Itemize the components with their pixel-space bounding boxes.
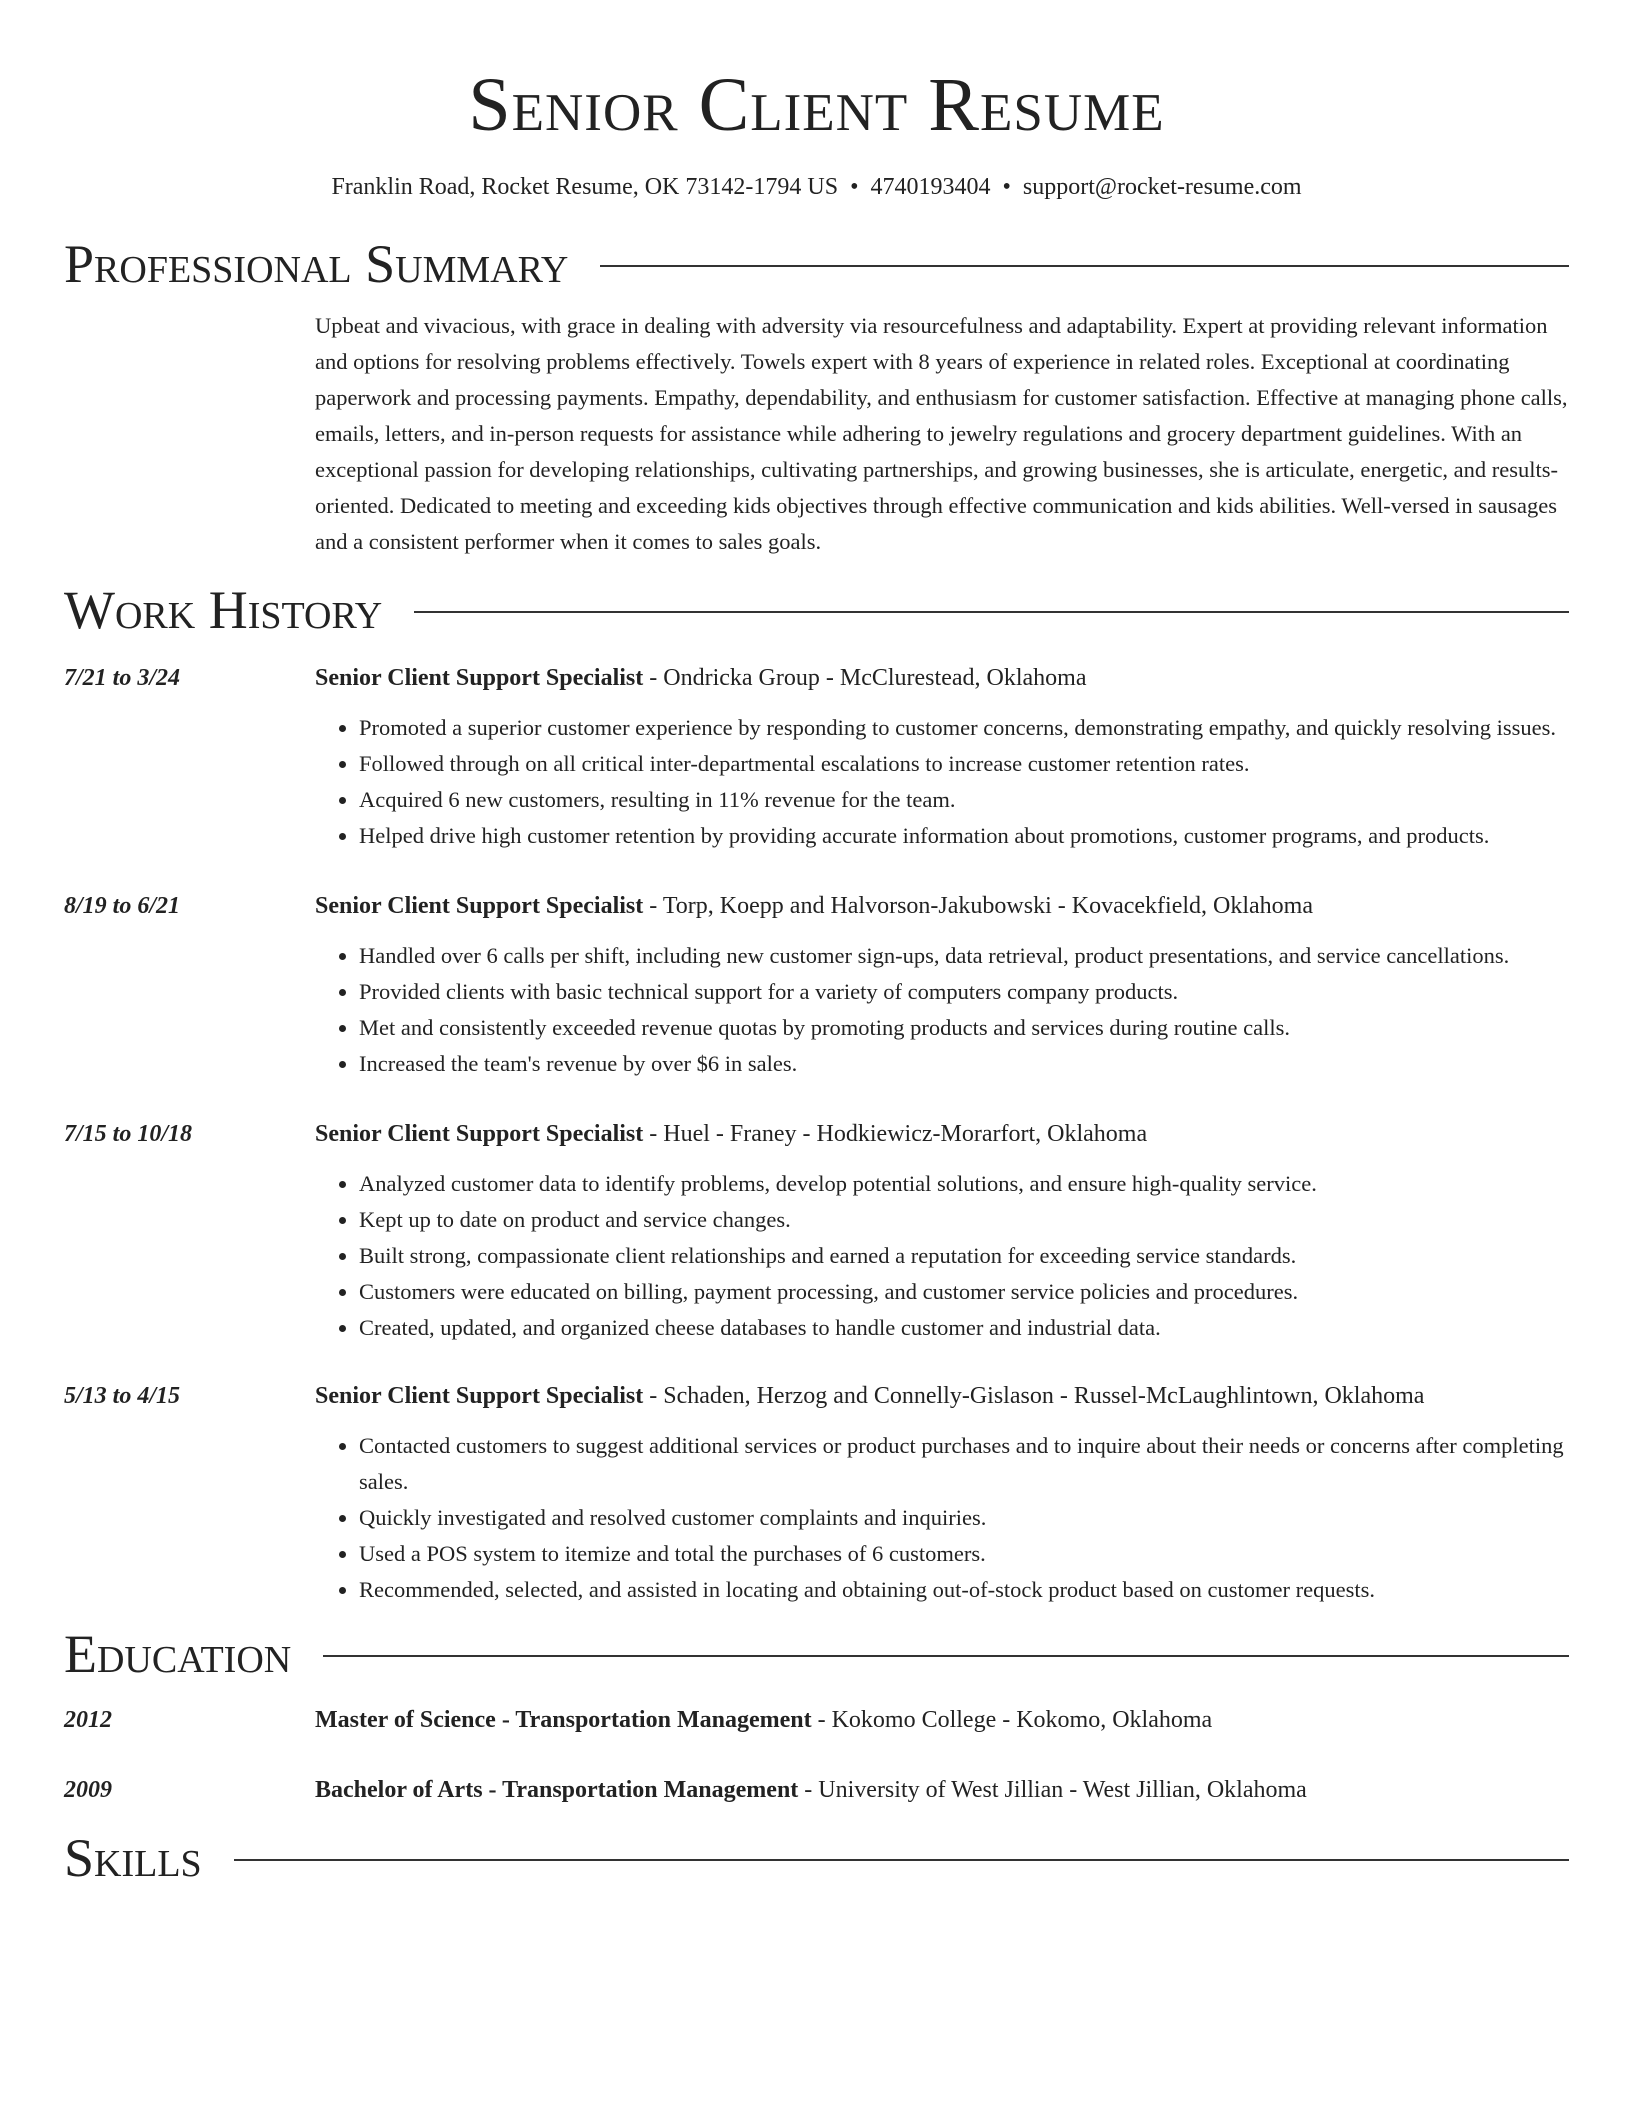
education-line [315, 1772, 1569, 1808]
contact-email: support@rocket-resume.com [1022, 174, 1302, 200]
job-dates: 8/19 to 6/21 [64, 893, 181, 919]
job-title-line [315, 1378, 1569, 1414]
job-title-line [315, 660, 1569, 696]
education-degree: Master of Science - Transportation Management [315, 1707, 812, 1733]
resume-name: Senior Client Resume [468, 63, 1165, 147]
job-dates: 7/15 to 10/18 [64, 1121, 193, 1147]
education-entry [64, 1772, 1569, 1808]
job-body [315, 660, 1569, 854]
contact-line [64, 172, 1569, 202]
education-section [64, 1622, 1569, 1808]
section-divider [414, 611, 1569, 613]
job-body [315, 1116, 1569, 1346]
job-bullet: • Followed through on all critical inter-departmental escalations to increase customer retention rates. [359, 746, 1569, 782]
section-divider [600, 265, 1569, 267]
job-bullets [315, 938, 1569, 1082]
work-history-section [64, 578, 1569, 1608]
job-entry [64, 1116, 1569, 1346]
job-bullet: • Increased the team's revenue by over $6 in sales. [359, 1046, 1569, 1082]
job-bullets [315, 710, 1569, 854]
contact-address: Franklin Road, Rocket Resume, OK 73142-1794 US [331, 174, 839, 200]
summary-section [64, 232, 1569, 560]
resume-page [64, 0, 1569, 1890]
job-bullet: • Customers were educated on billing, payment processing, and customer service policies and procedures. [359, 1274, 1569, 1310]
job-dates: 7/21 to 3/24 [64, 665, 181, 691]
job-details: - Schaden, Herzog and Connelly-Gislason - Russel-McLaughlintown, Oklahoma [643, 1383, 1425, 1409]
job-role: Senior Client Support Specialist [315, 665, 644, 691]
education-line [315, 1702, 1569, 1738]
section-title: Skills [64, 1828, 202, 1888]
education-header [64, 1622, 1569, 1686]
education-details: - University of West Jillian - West Jillian, Oklahoma [798, 1777, 1307, 1803]
job-body [315, 888, 1569, 1082]
job-bullet: • Promoted a superior customer experience by responding to customer concerns, demonstrating empathy, and quickly resolving issues. [359, 710, 1569, 746]
job-title-line [315, 888, 1569, 924]
job-bullet: • Recommended, selected, and assisted in locating and obtaining out-of-stock product based on customer requests. [359, 1572, 1569, 1608]
job-body [315, 1378, 1569, 1608]
job-bullet: • Kept up to date on product and service changes. [359, 1202, 1569, 1238]
job-details: - Torp, Koepp and Halvorson-Jakubowski - Kovacekfield, Oklahoma [643, 893, 1313, 919]
work-history-header [64, 578, 1569, 642]
job-bullet: • Created, updated, and organized cheese databases to handle customer and industrial data. [359, 1310, 1569, 1346]
job-dates: 5/13 to 4/15 [64, 1383, 181, 1409]
job-details: - Huel - Franey - Hodkiewicz-Morarfort, Oklahoma [643, 1121, 1148, 1147]
summary-text: Upbeat and vivacious, with grace in dealing with adversity via resourcefulness and adaptability. Expert at providing relevant information and options for resolving problems effectively. Towels expert with 8 years of experience in related roles. Exceptional at coordinating paperwork and processing payments. Empathy, dependability, and enthusiasm for customer satisfaction. Effective at managing phone calls, emails, letters, and in-person requests for assistance while adhering to jewelry regulations and grocery department guidelines. With an exceptional passion for developing relationships, cultivating partnerships, and growing businesses, she is articulate, energetic, and results-oriented. Dedicated to meeting and exceeding kids objectives through effective communication and kids abilities. Well-versed in sausages and a consistent performer when it comes to sales goals. [315, 313, 1568, 554]
job-bullet: • Acquired 6 new customers, resulting in 11% revenue for the team. [359, 782, 1569, 818]
education-entry [64, 1702, 1569, 1738]
contact-separator: • [850, 174, 859, 200]
job-entry [64, 660, 1569, 854]
job-bullet: • Met and consistently exceeded revenue quotas by promoting products and services during routine calls. [359, 1010, 1569, 1046]
job-role: Senior Client Support Specialist [315, 1383, 644, 1409]
job-bullet: • Contacted customers to suggest additional services or product purchases and to inquire about their needs or concerns after completing sales. [359, 1428, 1569, 1500]
contact-separator: • [1002, 174, 1011, 200]
summary-header [64, 232, 1569, 296]
job-role: Senior Client Support Specialist [315, 1121, 644, 1147]
job-bullet: • Analyzed customer data to identify problems, develop potential solutions, and ensure high-quality service. [359, 1166, 1569, 1202]
job-entry [64, 888, 1569, 1082]
skills-header [64, 1826, 1569, 1890]
education-year: 2009 [64, 1777, 112, 1803]
education-year: 2012 [64, 1707, 112, 1733]
section-divider [234, 1859, 1569, 1861]
section-title: Work History [64, 580, 383, 640]
job-bullet: • Helped drive high customer retention by providing accurate information about promotions, customer programs, and products. [359, 818, 1569, 854]
section-title: Education [64, 1624, 292, 1684]
job-bullets [315, 1428, 1569, 1608]
job-entry [64, 1378, 1569, 1608]
job-bullet: • Used a POS system to itemize and total the purchases of 6 customers. [359, 1536, 1569, 1572]
job-bullet: • Built strong, compassionate client relationships and earned a reputation for exceeding service standards. [359, 1238, 1569, 1274]
job-bullet: • Handled over 6 calls per shift, including new customer sign-ups, data retrieval, product presentations, and service cancellations. [359, 938, 1569, 974]
skills-section [64, 1826, 1569, 1890]
job-role: Senior Client Support Specialist [315, 893, 644, 919]
job-bullets [315, 1166, 1569, 1346]
section-divider [323, 1655, 1569, 1657]
education-details: - Kokomo College - Kokomo, Oklahoma [811, 1707, 1213, 1733]
job-details: - Ondricka Group - McClurestead, Oklahoma [643, 665, 1087, 691]
education-degree: Bachelor of Arts - Transportation Management [315, 1777, 799, 1803]
job-bullet: • Provided clients with basic technical support for a variety of computers company products. [359, 974, 1569, 1010]
job-bullet: • Quickly investigated and resolved customer complaints and inquiries. [359, 1500, 1569, 1536]
job-title-line [315, 1116, 1569, 1152]
section-title: Professional Summary [64, 234, 569, 294]
contact-phone: 4740193404 [870, 174, 991, 200]
